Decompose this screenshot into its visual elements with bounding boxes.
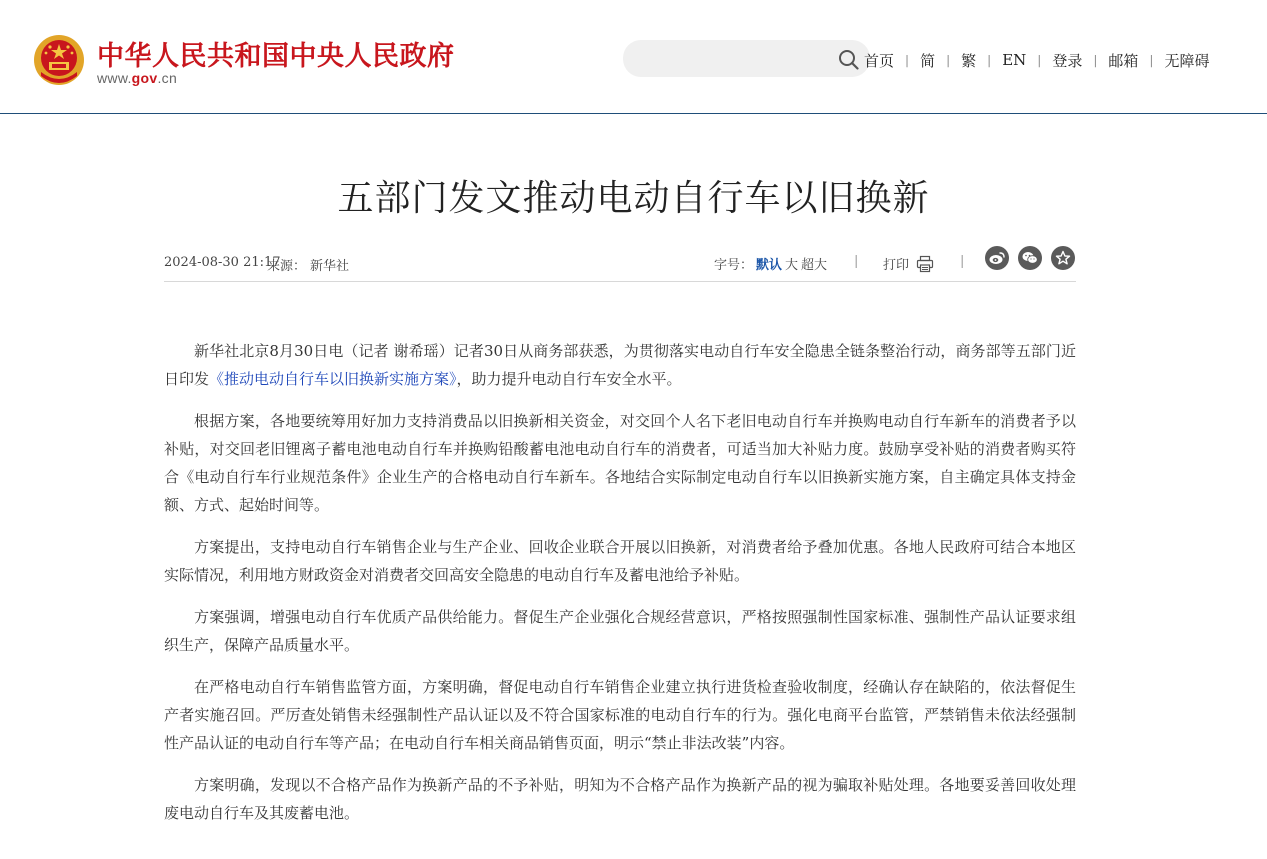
font-size-selector bbox=[714, 254, 827, 273]
article-body bbox=[164, 337, 1076, 841]
source-label: 来源： bbox=[267, 259, 307, 274]
font-size-label: 字号： bbox=[714, 258, 754, 273]
wechat-icon[interactable] bbox=[1018, 246, 1042, 270]
nav-login[interactable]: 登录 bbox=[1052, 51, 1083, 70]
implementation-plan-link[interactable]: 《推动电动自行车以旧换新实施方案》 bbox=[209, 370, 457, 388]
nav-home[interactable]: 首页 bbox=[864, 51, 895, 70]
print-label: 打印 bbox=[883, 258, 910, 273]
article-paragraph: 根据方案，各地要统筹用好加力支持消费品以旧换新相关资金，对交回个人名下老旧电动自行车并换购电动自行车新车的消费者予以补贴，对交回老旧锂离子蓄电池电动自行车并换购铅酸蓄电池电动自行车的消费者，可适当加大补贴力度。鼓励享受补贴的消费者购买符合《电动自行车行业规范条件》企业生产的合格电动自行车新车。各地结合实际制定电动自行车以旧换新实施方案，自主确定具体支持金额、方式、起始时间等。 bbox=[164, 412, 1076, 514]
article-title: 五部门发文推动电动自行车以旧换新 bbox=[337, 178, 930, 219]
article-date: 2024-08-30 21:17 bbox=[164, 255, 281, 270]
nav-mailbox[interactable]: 邮箱 bbox=[1108, 51, 1139, 70]
favorite-star-icon[interactable] bbox=[1051, 246, 1075, 270]
site-header bbox=[0, 0, 1267, 114]
top-nav bbox=[864, 50, 1209, 70]
paragraph-text: ，助力提升电动自行车安全水平。 bbox=[456, 370, 682, 388]
nav-separator: | bbox=[946, 53, 951, 67]
nav-separator: | bbox=[1149, 53, 1154, 67]
site-url[interactable] bbox=[97, 70, 177, 86]
print-button[interactable] bbox=[883, 254, 934, 273]
weibo-icon[interactable] bbox=[985, 246, 1009, 270]
nav-separator: | bbox=[1037, 53, 1042, 67]
article-source: 新华社 bbox=[310, 259, 350, 274]
site-url-suffix: .cn bbox=[157, 70, 178, 86]
site-name[interactable]: 中华人民共和国中央人民政府 bbox=[97, 41, 455, 72]
article-meta bbox=[164, 251, 1076, 282]
search-input[interactable] bbox=[623, 40, 870, 77]
meta-separator: | bbox=[854, 254, 859, 269]
nav-separator: | bbox=[905, 53, 910, 67]
printer-icon bbox=[916, 255, 934, 273]
nav-separator: | bbox=[1093, 53, 1098, 67]
paragraph-text: 新华社北京8月30日电（记者 谢希瑶）记者30日从商务部获悉，为贯彻落实电动自行车安全隐患全链条整治行动，商务部等五部门近日印发 bbox=[164, 342, 1076, 388]
site-url-prefix: www. bbox=[97, 70, 132, 86]
nav-simplified[interactable]: 简 bbox=[920, 51, 936, 70]
article-paragraph: 方案强调，增强电动自行车优质产品供给能力。督促生产企业强化合规经营意识，严格按照强制性国家标准、强制性产品认证要求组织生产，保障产品质量水平。 bbox=[164, 608, 1076, 654]
article-paragraph: 方案提出，支持电动自行车销售企业与生产企业、回收企业联合开展以旧换新，对消费者给予叠加优惠。各地人民政府可结合本地区实际情况，利用地方财政资金对消费者交回高安全隐患的电动自行车及蓄电池给予补贴。 bbox=[164, 538, 1076, 584]
nav-accessibility[interactable]: 无障碍 bbox=[1164, 51, 1210, 70]
font-size-xlarge[interactable]: 超大 bbox=[801, 258, 828, 273]
search-icon[interactable] bbox=[838, 49, 859, 70]
font-size-default[interactable]: 默认 bbox=[756, 258, 783, 273]
national-emblem-icon[interactable] bbox=[33, 34, 85, 86]
nav-separator: | bbox=[987, 53, 992, 67]
article-paragraph bbox=[164, 337, 1076, 393]
site-url-gov: gov bbox=[131, 70, 158, 86]
font-size-large[interactable]: 大 bbox=[785, 258, 799, 273]
meta-separator: | bbox=[960, 254, 965, 269]
nav-traditional[interactable]: 繁 bbox=[961, 51, 977, 70]
article-paragraph: 方案明确，发现以不合格产品作为换新产品的不予补贴，明知为不合格产品作为换新产品的视为骗取补贴处理。各地要妥善回收处理废电动自行车及其废蓄电池。 bbox=[164, 776, 1076, 822]
article-paragraph: 在严格电动自行车销售监管方面，方案明确，督促电动自行车销售企业建立执行进货检查验收制度，经确认存在缺陷的，依法督促生产者实施召回。严厉查处销售未经强制性产品认证以及不符合国家标准的电动自行车的行为。强化电商平台监管，严禁销售未依法经强制性产品认证的电动自行车等产品；在电动自行车相关商品销售页面，明示“禁止非法改装”内容。 bbox=[164, 678, 1076, 752]
nav-english[interactable]: EN bbox=[1002, 51, 1027, 69]
